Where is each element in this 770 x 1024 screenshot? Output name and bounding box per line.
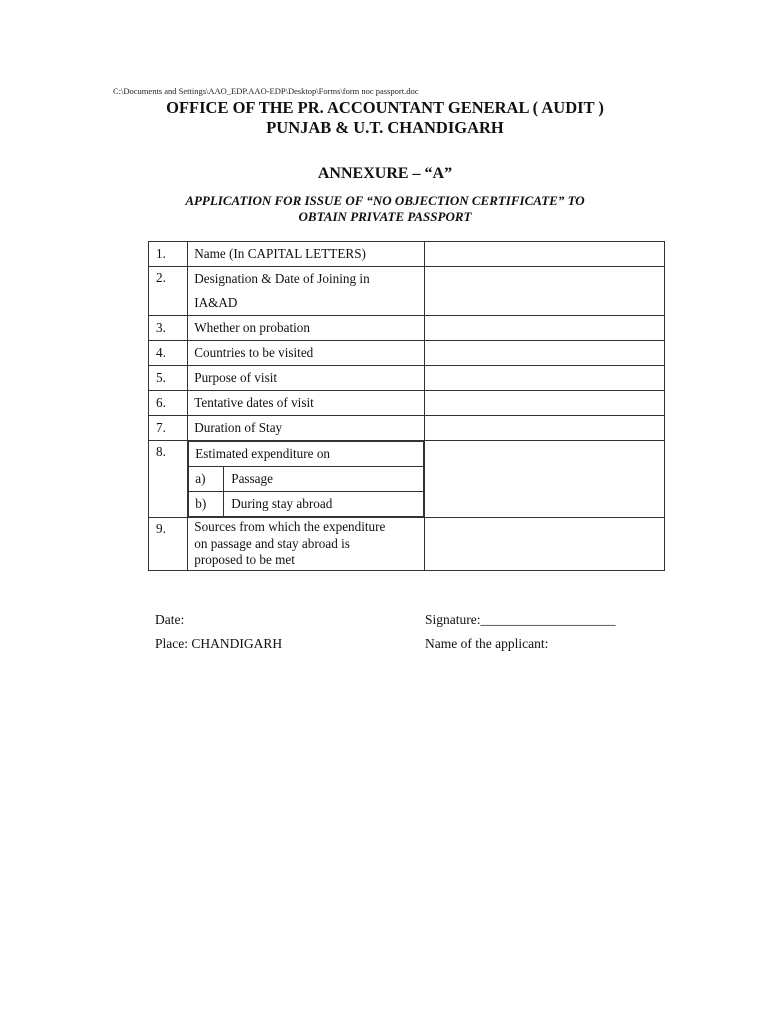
office-title: OFFICE OF THE PR. ACCOUNTANT GENERAL ( AUDIT ) (166, 98, 604, 117)
label-line: IA&AD (194, 295, 238, 310)
sub-row-number: a) (189, 467, 224, 492)
label-line: Designation & Date of Joining in (194, 271, 370, 286)
label-line: on passage and stay abroad is (194, 535, 350, 551)
value-cell-duration[interactable] (425, 416, 665, 441)
application-title-line1: APPLICATION FOR ISSUE OF “NO OBJECTION CERTIFICATE” TO (185, 193, 585, 208)
value-cell-expenditure[interactable] (425, 441, 665, 518)
label-line: proposed to be met (194, 552, 295, 567)
office-subtitle: PUNJAB & U.T. CHANDIGARH (266, 118, 504, 137)
row-label-dates: Tentative dates of visit (188, 391, 425, 416)
row-number: 3. (149, 316, 188, 341)
value-cell-probation[interactable] (425, 316, 665, 341)
row-number: 2. (149, 267, 188, 316)
table-row (149, 341, 665, 366)
row-label-purpose: Purpose of visit (188, 366, 425, 391)
value-cell-dates[interactable] (425, 391, 665, 416)
value-cell-name[interactable] (425, 242, 665, 267)
row-label-expenditure (188, 441, 425, 518)
row-number: 7. (149, 416, 188, 441)
row-number: 4. (149, 341, 188, 366)
table-row (149, 316, 665, 341)
row-label-name: Name (In CAPITAL LETTERS) (188, 242, 425, 267)
application-form-table (148, 241, 665, 571)
row-number: 8. (149, 441, 188, 518)
row-label-sources (188, 518, 425, 571)
date-label: Date: (155, 612, 185, 627)
table-row (149, 366, 665, 391)
value-cell-countries[interactable] (425, 341, 665, 366)
label-line: Sources from which the expenditure (194, 519, 386, 534)
row-label-probation: Whether on probation (188, 316, 425, 341)
table-row (149, 391, 665, 416)
expenditure-subtable (188, 441, 424, 517)
sub-row-number: b) (189, 492, 224, 517)
table-row (149, 242, 665, 267)
sub-row-label-passage: Passage (224, 467, 424, 492)
value-cell-purpose[interactable] (425, 366, 665, 391)
row-label-designation (188, 267, 425, 316)
row-label-duration: Duration of Stay (188, 416, 425, 441)
application-title-line2: OBTAIN PRIVATE PASSPORT (298, 209, 472, 224)
row-number: 1. (149, 242, 188, 267)
expenditure-label: Estimated expenditure on (189, 442, 424, 467)
value-cell-designation[interactable] (425, 267, 665, 316)
table-row (149, 518, 665, 571)
value-cell-sources[interactable] (425, 518, 665, 571)
applicant-name-label: Name of the applicant: (425, 636, 549, 651)
row-number: 5. (149, 366, 188, 391)
table-row (149, 267, 665, 316)
table-row (149, 441, 665, 518)
place-label: Place: CHANDIGARH (155, 636, 283, 651)
row-number: 6. (149, 391, 188, 416)
table-row (149, 416, 665, 441)
row-number: 9. (149, 518, 188, 571)
signature-label: Signature:____________________ (425, 612, 616, 627)
sub-row-label-stay: During stay abroad (224, 492, 424, 517)
row-label-countries: Countries to be visited (188, 341, 425, 366)
annexure-heading: ANNEXURE – “A” (317, 165, 453, 182)
file-path: C:\Documents and Settings\AAO_EDP.AAO-EDP\Desktop\Forms\form noc passport.doc (113, 86, 419, 96)
